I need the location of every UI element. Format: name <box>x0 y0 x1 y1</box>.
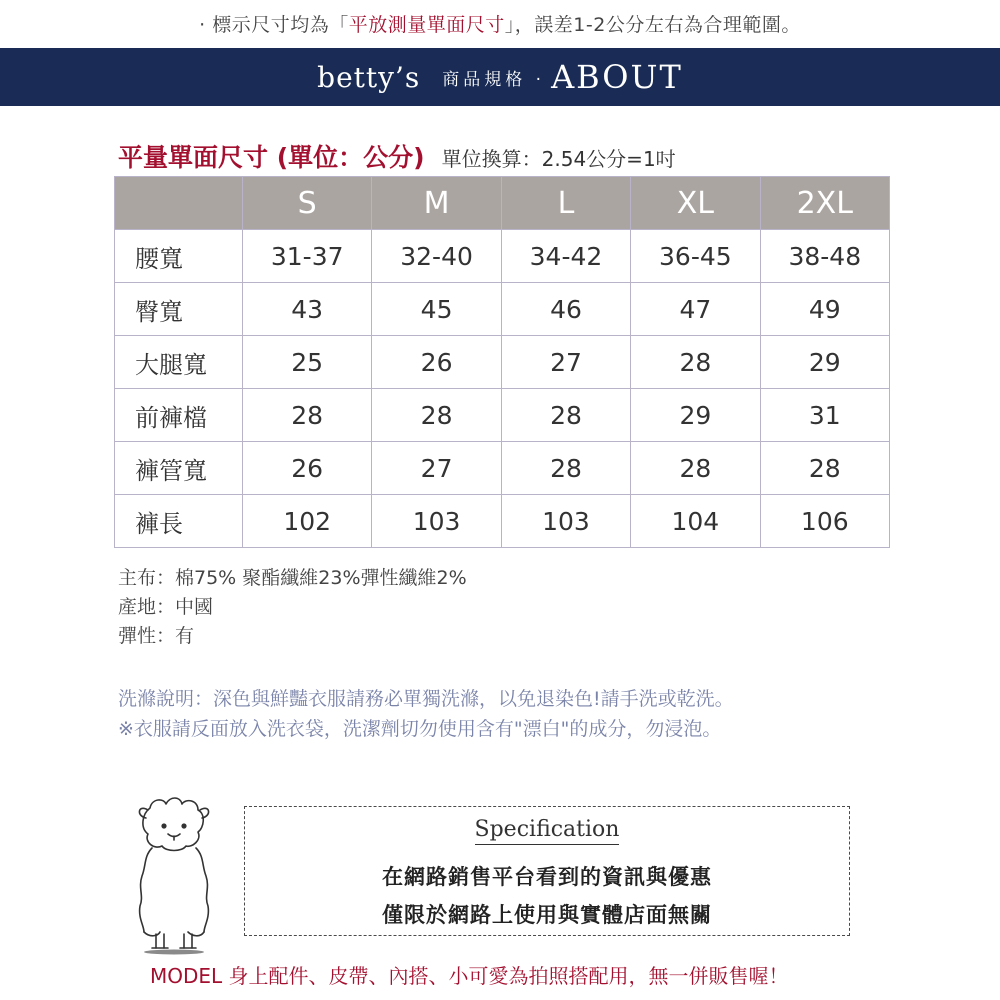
brand-name: betty’s <box>317 60 421 94</box>
measurement-note-suffix: 」，誤差1-2公分左右為合理範圍。 <box>504 14 801 36</box>
spec-title <box>245 817 849 842</box>
table-cell: 29 <box>760 336 889 389</box>
table-cell: 36-45 <box>631 230 760 283</box>
measurement-note-highlight: 平放測量單面尺寸 <box>348 14 505 36</box>
row-label: 褲長 <box>115 495 243 548</box>
header-size-l: L <box>501 177 630 230</box>
table-cell: 26 <box>372 336 501 389</box>
table-cell: 45 <box>372 283 501 336</box>
table-row <box>115 283 890 336</box>
table-cell: 28 <box>501 442 630 495</box>
table-cell: 28 <box>631 336 760 389</box>
table-cell: 27 <box>372 442 501 495</box>
header-blank <box>115 177 243 230</box>
table-cell: 38-48 <box>760 230 889 283</box>
table-cell: 46 <box>501 283 630 336</box>
elasticity-text: 彈性：有 <box>118 625 195 647</box>
table-cell: 104 <box>631 495 760 548</box>
measurement-note-prefix: · 標示尺寸均為「 <box>199 14 349 36</box>
care-line-1: 洗滌說明：深色與鮮豔衣服請務必單獨洗滌，以免退染色!請手洗或乾洗。 <box>118 688 734 710</box>
unit-conversion: 單位換算：2.54公分=1吋 <box>441 147 676 171</box>
size-table-title <box>118 138 676 174</box>
banner-about: ABOUT <box>551 58 683 96</box>
row-label: 褲管寬 <box>115 442 243 495</box>
table-cell: 106 <box>760 495 889 548</box>
spec-notice-box <box>244 806 850 936</box>
row-label: 大腿寬 <box>115 336 243 389</box>
table-cell: 28 <box>372 389 501 442</box>
table-cell: 102 <box>243 495 372 548</box>
material-text: 主布：棉75% 聚酯纖維23%彈性纖維2% <box>118 567 467 589</box>
table-row <box>115 230 890 283</box>
table-cell: 25 <box>243 336 372 389</box>
size-header-row <box>115 177 890 230</box>
care-line-2: ※衣服請反面放入洗衣袋，洗潔劑切勿使用含有"漂白"的成分，勿浸泡。 <box>118 718 722 740</box>
table-row <box>115 336 890 389</box>
measurement-note <box>0 10 1000 37</box>
header-size-s: S <box>243 177 372 230</box>
table-cell: 31 <box>760 389 889 442</box>
table-cell: 29 <box>631 389 760 442</box>
fabric-info <box>118 564 467 651</box>
table-cell: 103 <box>501 495 630 548</box>
size-table-heading: 平量單面尺寸 (單位：公分) <box>118 143 425 172</box>
table-cell: 28 <box>760 442 889 495</box>
table-row <box>115 389 890 442</box>
row-label: 臀寬 <box>115 283 243 336</box>
alpaca-icon <box>130 796 218 956</box>
model-accessory-note: MODEL 身上配件、皮帶、內搭、小可愛為拍照搭配用，無一併販售喔！ <box>150 964 789 988</box>
spec-line-2: 僅限於網路上使用與實體店面無關 <box>382 903 712 927</box>
table-cell: 47 <box>631 283 760 336</box>
spec-banner <box>0 48 1000 106</box>
table-row <box>115 495 890 548</box>
header-size-xl: XL <box>631 177 760 230</box>
table-cell: 103 <box>372 495 501 548</box>
header-size-m: M <box>372 177 501 230</box>
table-cell: 43 <box>243 283 372 336</box>
origin-text: 產地：中國 <box>118 596 214 618</box>
table-cell: 26 <box>243 442 372 495</box>
table-cell: 49 <box>760 283 889 336</box>
header-size-2xl: 2XL <box>760 177 889 230</box>
row-label: 前褲檔 <box>115 389 243 442</box>
table-cell: 34-42 <box>501 230 630 283</box>
table-cell: 31-37 <box>243 230 372 283</box>
care-instructions <box>118 684 734 744</box>
row-label: 腰寬 <box>115 230 243 283</box>
banner-subtitle: 商品規格 · <box>442 69 546 90</box>
spec-title-text: Specification <box>475 817 620 845</box>
size-table <box>114 176 890 548</box>
table-cell: 28 <box>631 442 760 495</box>
table-cell: 28 <box>501 389 630 442</box>
table-cell: 28 <box>243 389 372 442</box>
table-row <box>115 442 890 495</box>
table-cell: 32-40 <box>372 230 501 283</box>
spec-line-1: 在網路銷售平台看到的資訊與優惠 <box>382 865 712 889</box>
table-cell: 27 <box>501 336 630 389</box>
